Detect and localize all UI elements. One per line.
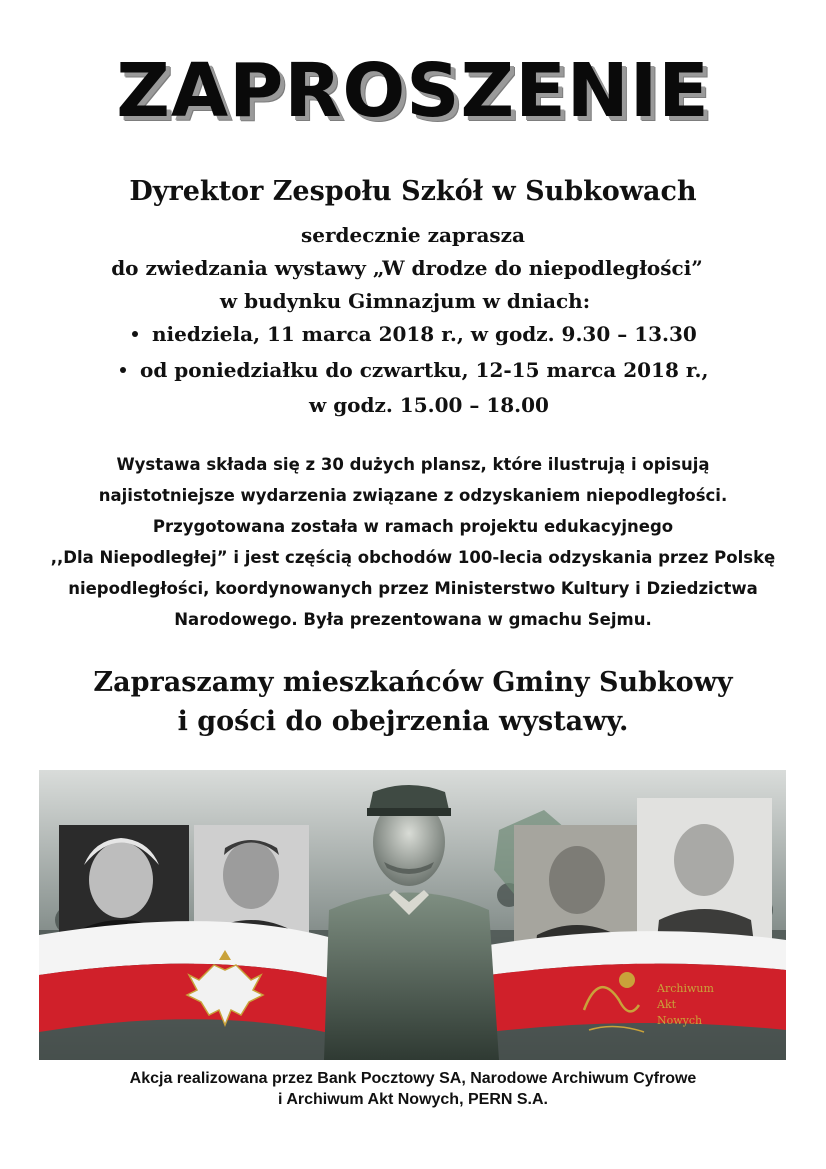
schedule-item-1-text: niedziela, 11 marca 2018 r., w godz. 9.30 – 13.30 <box>152 322 697 346</box>
description-line-2: najistotniejsze wydarzenia związane z odzyskaniem niepodległości. <box>98 486 728 505</box>
description-line-1: Wystawa składa się z 30 dużych plansz, które ilustrują i opisują <box>116 455 710 474</box>
invites-line: serdecznie zaprasza <box>301 223 525 247</box>
bullet-icon <box>132 331 138 337</box>
archive-seal-icon <box>619 972 635 988</box>
schedule-item-2-text: od poniedziałku do czwartku, 12-15 marca 2018 r., <box>140 358 709 382</box>
description-line-3: Przygotowana została w ramach projektu edukacyjnego <box>152 517 674 536</box>
exhibition-banner <box>39 770 786 1060</box>
exhibition-line: do zwiedzania wystawy „W drodze do niepodległości” <box>111 256 703 280</box>
description-line-6: Narodowego. Była prezentowana w gmachu Sejmu. <box>174 610 652 629</box>
schedule-item-2 <box>120 358 708 382</box>
footer-line-1: Akcja realizowana przez Bank Pocztowy SA, Narodowe Archiwum Cyfrowe <box>129 1070 697 1087</box>
page-title: ZAPROSZENIE <box>116 48 710 134</box>
archive-logo-line-1: Archiwum <box>657 982 714 995</box>
schedule-item-2-hours: w godz. 15.00 – 18.00 <box>309 393 549 417</box>
footer-line-2: i Archiwum Akt Nowych, PERN S.A. <box>278 1091 548 1108</box>
archive-logo-line-3: Nowych <box>657 1014 703 1027</box>
description-line-5: niepodległości, koordynowanych przez Ministerstwo Kultury i Dziedzictwa <box>68 579 758 598</box>
description-line-4: ,,Dla Niepodległej” i jest częścią obchodów 100-lecia odzyskania przez Polskę <box>50 548 776 567</box>
schedule-item-1 <box>132 322 697 346</box>
invitation-line-1: Zapraszamy mieszkańców Gminy Subkowy <box>93 667 733 698</box>
bullet-icon <box>120 367 126 373</box>
archive-logo-line-2: Akt <box>657 998 677 1011</box>
banner-illustration <box>39 770 786 1060</box>
venue-line: w budynku Gimnazjum w dniach: <box>219 289 591 313</box>
invitation-line-2: i gości do obejrzenia wystawy. <box>177 706 629 737</box>
director-line: Dyrektor Zespołu Szkół w Subkowach <box>129 176 697 207</box>
